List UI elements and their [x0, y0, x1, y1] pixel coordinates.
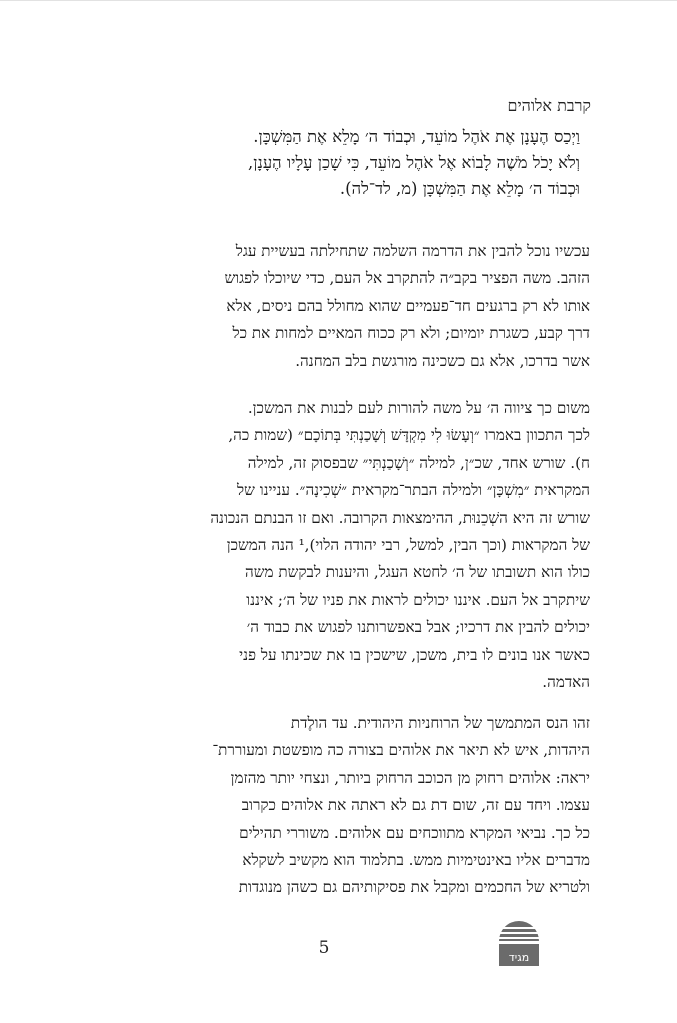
paragraph-line: כל כך. נביאי המקרא מתווכחים עם אלוהים. משוררי תהילים — [239, 823, 590, 842]
running-header-title: קרבת אלוהים — [507, 96, 591, 115]
paragraph-line: כאשר אנו בונים לו בית, משכן, שישכין בו את שכינתו על פני — [239, 645, 590, 664]
paragraph-line: שורש זה היא השְׁכֵנוּת, ההימצאות הקרובה. ואם זו הבנתם הנכונה — [210, 508, 590, 527]
paragraph-line: עצמו. ויחד עם זה, שום דת גם לא ראתה את אלוהים כקרוב — [241, 796, 590, 815]
page-number: 5 — [318, 938, 330, 958]
paragraph-line: שיתקרב אל העם. איננו יכולים לראות את פניו של ה׳; איננו — [246, 590, 590, 609]
paragraph-line: של המקראות (וכך הבין, למשל, רבי יהודה הלוי),¹ הנה המשכן — [226, 536, 590, 555]
publisher-logo — [496, 913, 542, 969]
quote-line: וְלֹא יָכֹל מֹשֶׁה לָבוֹא אֶל אֹהֶל מוֹעֵד, כִּי שָׁכַן עָלָיו הֶעָנָן, — [248, 153, 580, 172]
paragraph-line: זהו הנס המתמשך של הרוחניות היהודית. עד הולֶדת — [290, 714, 590, 732]
paragraph-line: יראה: אלוהים רחוק מן הכוכב הרחוק ביותר, ונצחי יותר מהזמן — [230, 768, 590, 787]
paragraph-line: היהדות, איש לא תיאר את אלוהים בצורה כה מופשטת ומעוררת־ — [212, 741, 590, 760]
publisher-logo-text: מגיד — [508, 951, 530, 964]
paragraph-line: משום כך ציווה ה׳ על משה להורות לעם לבנות את המשכן. — [247, 399, 590, 417]
paragraph-line: הזהב. משה הפציר בקב״ה להתקרב אל העם, כדי שיוכלו לפגוש — [224, 269, 590, 288]
paragraph-line: יכולים להבין את דרכיו; אבל באפשרותנו לפגוש את כבוד ה׳ — [246, 618, 590, 637]
quote-line: וַיְכַס הֶעָנָן אֶת אֹהֶל מוֹעֵד, וּכְבוֹד ה׳ מָלֵא אֶת הַמִּשְׁכָּן. — [253, 127, 580, 146]
paragraph-line: אותו לא רק ברגעים חד־פעמיים שהוא מחולל בהם ניסים, אלא — [226, 296, 590, 315]
paragraph-line: ולטריא של החכמים ומקבל את פסיקותיהם גם כשהן מנוגדות — [238, 878, 590, 897]
paragraph-line: כולו הוא תשובתו של ה׳ לחטא העגל, והיענות לבקשת משה — [245, 563, 590, 582]
paragraph-line: ח). שורש אחד, שכ״ן, למילה ״וְשָׁכַנְתִּי״ שבפסוק זה, למילה — [247, 453, 590, 472]
page-top-border — [0, 0, 677, 1]
paragraph-line: אשר בדרכו, אלא גם כשכינה מורגשת בלב המחנה. — [295, 351, 590, 370]
paragraph-line: המקראית ״מִשְׁכָּן״ ולמילה הבתר־מקראית ״שְׁכִינָה״. עניינו של — [237, 481, 590, 500]
paragraph-line: האדמה. — [542, 673, 590, 692]
paragraph-line: דרך קבע, כשגרת יומיום; ולא רק ככוח המאיים למחות את כל — [232, 324, 590, 343]
paragraph-line: מדברים אליו באינטימיות ממש. בתלמוד הוא מקשיב לשקלא — [242, 851, 590, 870]
paragraph-2 — [100, 395, 590, 696]
paragraph-line: לכך התכוון באמרו ״וְעָשׂוּ לִי מִקְדָּשׁ וְשָׁכַנְתִּי בְּתוֹכָם״ (שמות כה, — [228, 426, 590, 445]
scripture-quote — [160, 124, 580, 202]
paragraph-3 — [100, 710, 590, 902]
paragraph-line: עכשיו נוכל להבין את הדרמה השלמה שתחילתה בעשיית עגל — [235, 242, 590, 260]
paragraph-1 — [100, 238, 590, 375]
quote-line: וּכְבוֹד ה׳ מָלֵא אֶת הַמִּשְׁכָּן (מ, לד־לה). — [339, 179, 580, 198]
